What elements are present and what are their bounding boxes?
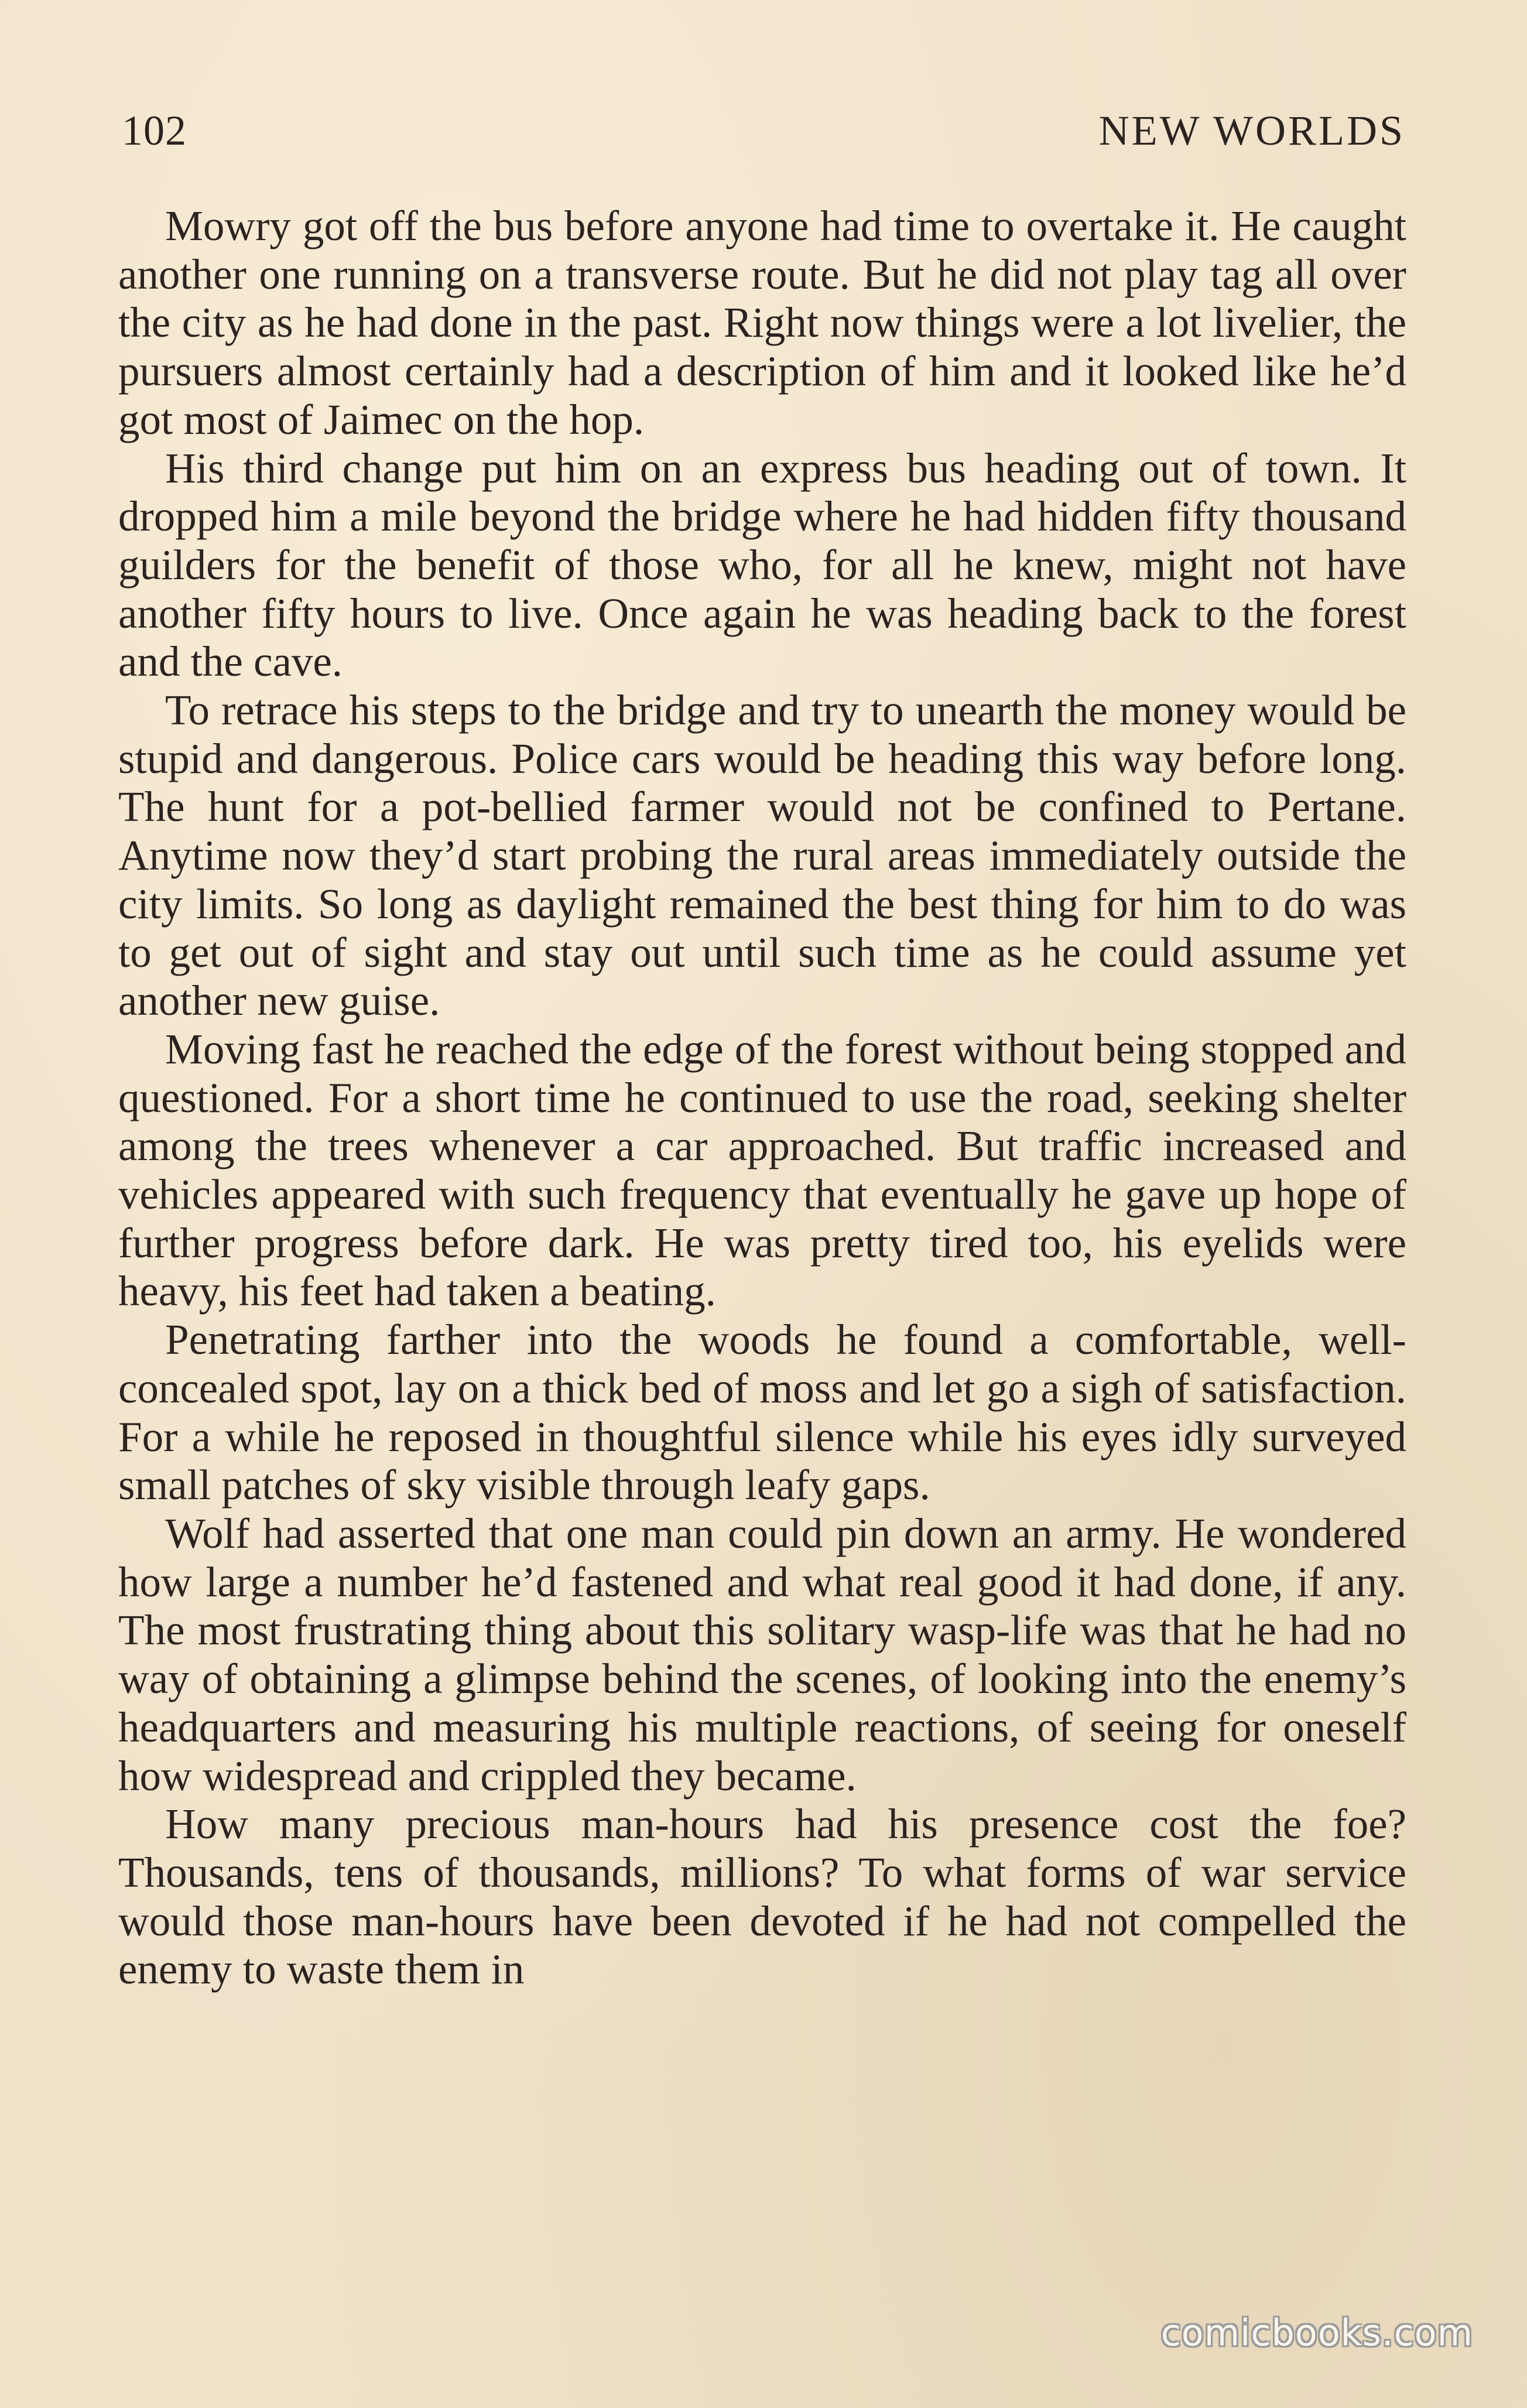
watermark: comicbooks.com [1160,2311,1473,2354]
page-number: 102 [122,107,187,154]
paragraph: Moving fast he reached the edge of the forest without being stopped and questioned. For a short time he continued to use the road, seeking shelter among the trees whenever a car approached. But traffic increased and vehicles appeared with such frequency that eventually he gave up hope of further progress before dark. He was pretty tired too, his eyelids were heavy, his feet had taken a beating. [118,1025,1406,1315]
paragraph: Mowry got off the bus before anyone had time to overtake it. He caught another one running on a transverse route. But he did not play tag all over the city as he had done in the past. Right now things were a lot livelier, the pursuers almost certainly had a description of him and it looked like he’d got most of Jaimec on the hop. [118,202,1406,443]
running-title: NEW WORLDS [1098,107,1405,154]
page-header [122,104,1405,157]
paragraph: Wolf had asserted that one man could pin down an army. He wondered how large a number he’d fastened and what real good it had done, if any. The most frustrating thing about this solitary wasp-life was that he had no way of obtaining a glimpse behind the scenes, of looking into the enemy’s headquarters and measuring his multiple reactions, of seeing for oneself how widespread and crippled they became. [118,1509,1406,1800]
paragraph: To retrace his steps to the bridge and try to unearth the money would be stupid and dangerous. Police cars would be heading this way before long. The hunt for a pot-bellied farmer would not be confined to Pertane. Anytime now they’d start probing the rural areas immediately outside the city limits. So long as daylight remained the best thing for him to do was to get out of sight and stay out until such time as he could assume yet another new guise. [118,686,1406,1025]
paragraph: Penetrating farther into the woods he found a comfortable, well-concealed spot, lay on a thick bed of moss and let go a sigh of satisfaction. For a while he reposed in thoughtful silence while his eyes idly surveyed small patches of sky visible through leafy gaps. [118,1316,1406,1509]
paragraph: His third change put him on an express bus heading out of town. It dropped him a mile beyond the bridge where he had hidden fifty thousand guilders for the benefit of those who, for all he knew, might not have another fifty hours to live. Once again he was heading back to the forest and the cave. [118,444,1406,686]
body-text [118,202,1406,1994]
paragraph: How many precious man-hours had his presence cost the foe? Thousands, tens of thousands, millions? To what forms of war service would those man-hours have been devoted if he had not compelled the enemy to waste them in [118,1800,1406,1993]
